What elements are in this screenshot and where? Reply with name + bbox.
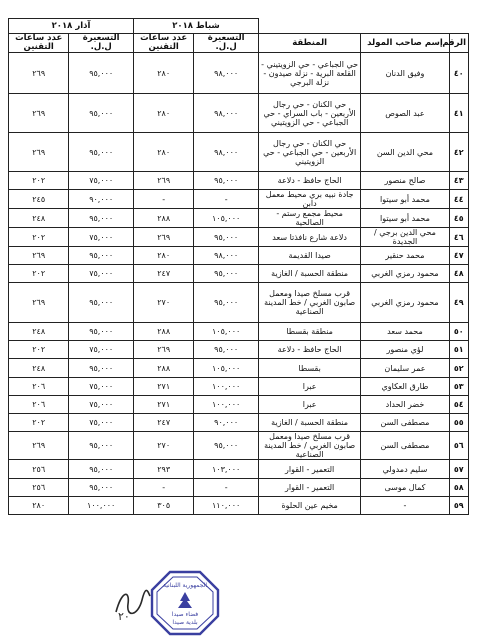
table-row [9,94,469,133]
area-name: عبرا [258,396,360,414]
area-name: الحاج حافظ - دلاعة [258,341,360,359]
price-feb: ٩٥,٠٠٠ [194,283,259,323]
area-name: التعمير - القوار [258,479,360,497]
hours-feb: ٢٩٣ [134,460,194,479]
area-name: منطقة الحسبة / الغازية [258,265,360,283]
col-num-header: الرقم [449,34,468,53]
owner-name: محي الدين السن [361,133,449,172]
hours-feb: - [134,190,194,209]
price-mar: ٧٥,٠٠٠ [69,378,134,396]
table-row [9,432,469,460]
hours-feb: - [134,479,194,497]
price-mar: ٩٥,٠٠٠ [69,323,134,341]
owner-name: مصطفى السن [361,414,449,432]
price-feb: ٩٥,٠٠٠ [194,172,259,190]
price-mar: ٧٥,٠٠٠ [69,172,134,190]
area-name: مخيم عين الحلوة [258,497,360,515]
table-row [9,133,469,172]
owner-name: لؤي منصور [361,341,449,359]
row-num: ٥٥ [449,414,468,432]
owner-name: مصطفى السن [361,432,449,460]
price-mar: ٩٥,٠٠٠ [69,133,134,172]
hours-feb: ٢٦٩ [134,228,194,247]
row-num: ٥٤ [449,396,468,414]
row-num: ٥٦ [449,432,468,460]
hours-feb: ٢٨٠ [134,53,194,94]
price-feb: ١٠٥,٠٠٠ [194,359,259,378]
col-hours1-header: عدد ساعات التقنين [134,34,194,53]
area-name: حي الكنان - حي رجال الأربعين - حي الجباعي - حي الزويتيني [258,133,360,172]
row-num: ٤٠ [449,53,468,94]
hours-mar: ٢٨٠ [9,497,69,515]
price-feb: - [194,190,259,209]
row-num: ٤٤ [449,190,468,209]
table-row [9,479,469,497]
table-row [9,460,469,479]
table-row [9,341,469,359]
hours-mar: ٢٠٢ [9,414,69,432]
hours-feb: ٢٨٨ [134,209,194,228]
month-1-header: شباط ٢٠١٨ [134,19,259,34]
hours-feb: ٢٦٩ [134,172,194,190]
hours-feb: ٢٧١ [134,396,194,414]
hours-mar: ٢٦٩ [9,94,69,133]
month-2-header: آذار ٢٠١٨ [9,19,134,34]
hours-feb: ٢٨٨ [134,359,194,378]
row-num: ٤٧ [449,247,468,265]
col-price1-header: التسعيرة ل.ل. [194,34,259,53]
price-mar: ١٠٠,٠٠٠ [69,497,134,515]
table-row [9,323,469,341]
table-row [9,172,469,190]
stamp-mid-text-1: فضاء صيدا [171,611,199,618]
owner-name: محي الدين برجي / الجديدة [361,228,449,247]
area-name: التعمير - القوار [258,460,360,479]
stamp-top-text: الجمهورية اللبنانية [162,582,208,589]
hours-mar: ٢٠٦ [9,396,69,414]
signature-mark [112,582,152,622]
price-feb: ٩٥,٠٠٠ [194,432,259,460]
area-name: جادة نبيه بري محيط معمل دابن [258,190,360,209]
row-num: ٤٨ [449,265,468,283]
hours-feb: ٢٨٠ [134,133,194,172]
table-row [9,378,469,396]
area-name: دلاعة شارع نافذتا سعد [258,228,360,247]
price-feb: ١٠٥,٠٠٠ [194,323,259,341]
hours-feb: ٢٤٧ [134,265,194,283]
table-row [9,265,469,283]
row-num: ٤٢ [449,133,468,172]
table-row [9,414,469,432]
table-row [9,209,469,228]
price-mar: ٧٥,٠٠٠ [69,341,134,359]
price-mar: ٧٥,٠٠٠ [69,228,134,247]
price-feb: ٩٨,٠٠٠ [194,94,259,133]
owner-name: كمال موسى [361,479,449,497]
hours-mar: ٢٦٩ [9,53,69,94]
table-row [9,53,469,94]
area-name: الحاج حافظ - دلاعة [258,172,360,190]
price-feb: ٩٥,٠٠٠ [194,341,259,359]
row-num: ٤٣ [449,172,468,190]
owner-name: محمد أبو سيتوا [361,190,449,209]
owner-name: طارق العكاوي [361,378,449,396]
table-row [9,228,469,247]
row-num: ٥٩ [449,497,468,515]
owner-name: صالح منصور [361,172,449,190]
price-feb: ٩٥,٠٠٠ [194,265,259,283]
price-mar: ٩٥,٠٠٠ [69,460,134,479]
owner-name: محمد أبو سيتوا [361,209,449,228]
col-name-header: إسم صاحب المولد [361,34,449,53]
price-mar: ٩٥,٠٠٠ [69,94,134,133]
area-name: منطقة بقسطا [258,323,360,341]
price-feb: ٩٨,٠٠٠ [194,53,259,94]
area-name: قرب مسلخ صيدا ومعمل صابون الغربي / خط المدينة الصناعية [258,283,360,323]
col-area-header: المنطقة [258,34,360,53]
table-row [9,190,469,209]
row-num: ٤٥ [449,209,468,228]
owner-name: عمر سليمان [361,359,449,378]
col-price2-header: التسعيرة ل.ل. [69,34,134,53]
area-name: منطقة الحسبة / الغازية [258,414,360,432]
row-num: ٥٨ [449,479,468,497]
owner-name: خضر الحداد [361,396,449,414]
row-num: ٤٩ [449,283,468,323]
price-mar: ٧٥,٠٠٠ [69,414,134,432]
hours-mar: ٢٤٨ [9,323,69,341]
row-num: ٥٣ [449,378,468,396]
price-feb: ١٠٣,٠٠٠ [194,460,259,479]
price-mar: ٩٥,٠٠٠ [69,247,134,265]
hours-feb: ٢٨٠ [134,247,194,265]
price-mar: ٩٥,٠٠٠ [69,283,134,323]
price-mar: ٩٥,٠٠٠ [69,359,134,378]
hours-mar: ٢٥٦ [9,460,69,479]
table-row [9,283,469,323]
hours-feb: ٢٧٠ [134,432,194,460]
price-mar: ٩٥,٠٠٠ [69,209,134,228]
price-feb: ١٠٠,٠٠٠ [194,396,259,414]
price-mar: ٩٥,٠٠٠ [69,479,134,497]
area-name: عبرا [258,378,360,396]
hours-feb: ٢٧٠ [134,283,194,323]
hours-mar: ٢٦٩ [9,247,69,265]
area-name: صيدا القديمة [258,247,360,265]
hours-mar: ٢٥٦ [9,479,69,497]
price-feb: ٩٨,٠٠٠ [194,247,259,265]
hours-mar: ٢٠٢ [9,172,69,190]
area-name: بقسطا [258,359,360,378]
hours-mar: ٢٠٢ [9,341,69,359]
owner-name: محمد حنقير [361,247,449,265]
col-hours2-header: عدد ساعات التقنين [9,34,69,53]
area-name: محيط مجمع رستم - الصالحية [258,209,360,228]
hours-mar: ٢٠٢ [9,265,69,283]
hours-mar: ٢٤٨ [9,359,69,378]
price-mar: ٧٥,٠٠٠ [69,396,134,414]
owner-name: محمود رمزي الغربي [361,265,449,283]
stamp-mid-text-2: بلدية صيدا [172,619,198,626]
owner-name: وفيق الدنان [361,53,449,94]
hours-mar: ٢٤٨ [9,209,69,228]
price-feb: ١١٠,٠٠٠ [194,497,259,515]
row-num: ٤٦ [449,228,468,247]
table-body [9,53,469,515]
table-row [9,247,469,265]
table-row [9,359,469,378]
hours-mar: ٢٦٩ [9,432,69,460]
hours-feb: ٢٦٩ [134,341,194,359]
row-num: ٤١ [449,94,468,133]
hours-mar: ٢٠٢ [9,228,69,247]
price-mar: ٩٥,٠٠٠ [69,432,134,460]
price-mar: ٩٥,٠٠٠ [69,53,134,94]
hours-mar: ٢٠٦ [9,378,69,396]
owner-name: محمد سعد [361,323,449,341]
hours-feb: ٢٤٧ [134,414,194,432]
price-feb: ١٠٥,٠٠٠ [194,209,259,228]
generators-table [8,18,469,515]
area-name: حي الكنان - حي رجال الأربعين - باب السراي - حي الجباعي - حي الزويتيني [258,94,360,133]
hours-feb: ٣٠٥ [134,497,194,515]
row-num: ٥٠ [449,323,468,341]
price-feb: - [194,479,259,497]
hours-mar: ٢٦٩ [9,283,69,323]
table-row [9,396,469,414]
cedar-icon [178,592,192,608]
hours-mar: ٢٦٩ [9,133,69,172]
column-header-row [9,34,469,53]
price-mar: ٧٥,٠٠٠ [69,265,134,283]
owner-name: عبد الصوص [361,94,449,133]
hours-feb: ٢٧١ [134,378,194,396]
price-feb: ١٠٠,٠٠٠ [194,378,259,396]
row-num: ٥١ [449,341,468,359]
price-feb: ٩٨,٠٠٠ [194,133,259,172]
price-mar: ٩٠,٠٠٠ [69,190,134,209]
page-number: ٢٠ [118,610,130,623]
hours-feb: ٢٨٠ [134,94,194,133]
month-header-row [9,19,469,34]
table-row [9,497,469,515]
price-feb: ٩٥,٠٠٠ [194,228,259,247]
owner-name: - [361,497,449,515]
hours-mar: ٢٤٥ [9,190,69,209]
row-num: ٥٢ [449,359,468,378]
row-num: ٥٧ [449,460,468,479]
area-name: حي الجباعي - حي الزويتيني - القلعة البرية - نزلة صيدون - نزلة البرجي [258,53,360,94]
municipality-stamp [150,570,220,636]
owner-name: محمود رمزي الغربي [361,283,449,323]
owner-name: سليم دمدولي [361,460,449,479]
hours-feb: ٢٨٨ [134,323,194,341]
area-name: قرب مسلخ صيدا ومعمل صابون الغربي / خط المدينة الصناعية [258,432,360,460]
price-feb: ٩٠,٠٠٠ [194,414,259,432]
